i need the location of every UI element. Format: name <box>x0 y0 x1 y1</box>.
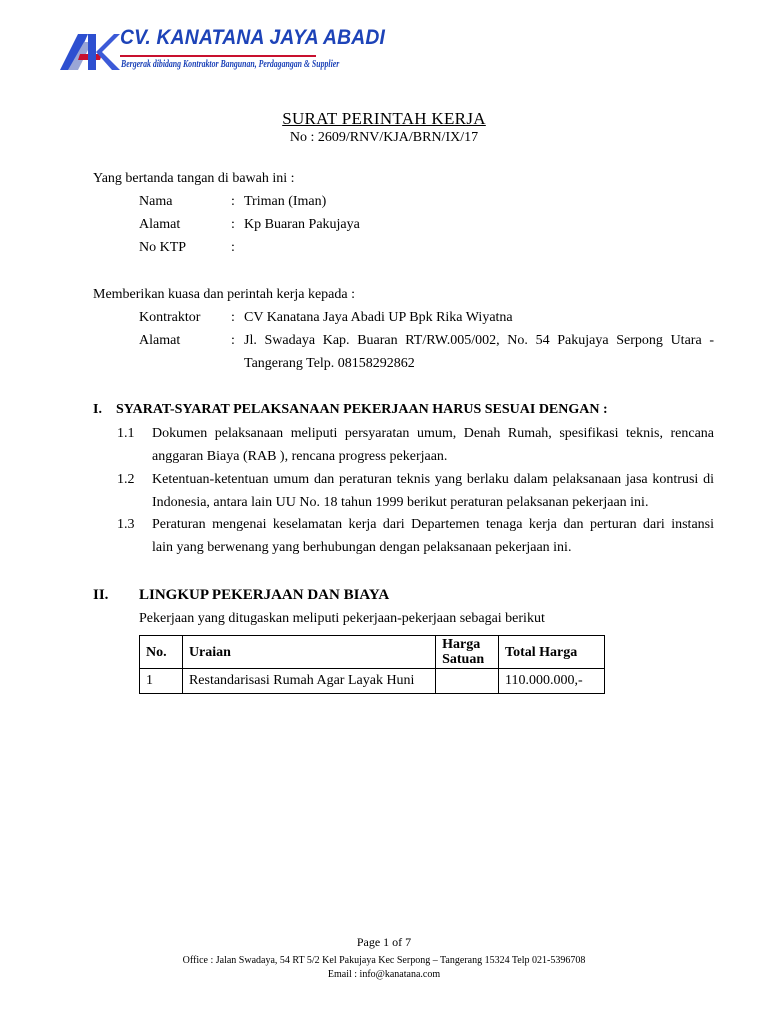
clause-number: 1.3 <box>117 517 135 532</box>
clause-text-line: Dokumen pelaksanaan meliputi persyaratan umum, Denah Rumah, spesifikasi teknis, rencana <box>152 426 714 441</box>
clause-number: 1.1 <box>117 426 135 441</box>
document-number: No : 2609/RNV/KJA/BRN/IX/17 <box>289 130 479 145</box>
clause-text-line: Ketentuan-ketentuan umum dan peraturan teknis yang berlaku dalam pelaksanaan jasa kontrusi di <box>152 472 714 487</box>
kja-logo-icon <box>58 30 120 72</box>
field-colon: : <box>231 333 235 348</box>
signatory-intro: Yang bertanda tangan di bawah ini : <box>93 171 295 186</box>
table-header-satuan-line: Satuan <box>442 652 485 667</box>
field-colon: : <box>231 240 235 255</box>
section2-intro: Pekerjaan yang ditugaskan meliputi pekerjaan-pekerjaan sebagai berikut <box>139 611 545 626</box>
field-colon: : <box>231 194 235 209</box>
company-logo <box>58 30 120 72</box>
section2-numeral: II. <box>93 587 109 603</box>
table-cell-no: 1 <box>140 669 183 694</box>
table-header-harga-line: Harga <box>442 637 481 652</box>
table-row <box>140 669 605 694</box>
document-title: SURAT PERINTAH KERJA <box>282 109 486 128</box>
authorization-intro: Memberikan kuasa dan perintah kerja kepada : <box>93 287 356 302</box>
contractor-address-label: Alamat <box>139 333 181 348</box>
table-header-uraian: Uraian <box>182 636 435 669</box>
table-cell-total-harga: 110.000.000,- <box>499 669 605 694</box>
contractor-address-line2: Tangerang Telp. 08158292862 <box>244 356 415 371</box>
page-number: Page 1 of 7 <box>356 935 412 949</box>
letterhead-rule <box>120 55 316 57</box>
clause-text-line: lain yang berwenang yang berhubungan dengan pelaksanaan pekerjaan ini. <box>152 540 572 555</box>
field-label-nama: Nama <box>139 194 173 209</box>
cost-table <box>139 635 605 694</box>
field-value-alamat: Kp Buaran Pakujaya <box>244 217 360 232</box>
field-value-nama: Triman (Iman) <box>244 194 327 209</box>
section2-heading: LINGKUP PEKERJAAN DAN BIAYA <box>139 587 390 603</box>
field-label-ktp: No KTP <box>139 240 187 255</box>
contractor-label: Kontraktor <box>139 310 201 325</box>
footer-email: Email : info@kanatana.com <box>327 969 441 980</box>
table-header-harga-satuan <box>436 636 499 669</box>
clause-text-line: Indonesia, antara lain UU No. 18 tahun 1999 berikut peraturan pelaksanan pekerjaan ini. <box>152 495 649 510</box>
section1-numeral: I. <box>93 402 102 417</box>
clause-number: 1.2 <box>117 472 135 487</box>
table-cell-harga-satuan <box>436 669 499 694</box>
footer-office-address: Office : Jalan Swadaya, 54 RT 5/2 Kel Pakujaya Kec Serpong – Tangerang 15324 Telp 021-5396708 <box>182 955 586 966</box>
clause-text-line: Peraturan mengenai keselamatan kerja dari Departemen tenaga kerja dan perturan dari instansi <box>152 517 714 532</box>
company-name: CV. KANATANA JAYA ABADI <box>120 26 386 49</box>
table-header-row <box>140 636 605 669</box>
field-colon: : <box>231 310 235 325</box>
contractor-value: CV Kanatana Jaya Abadi UP Bpk Rika Wiyatna <box>244 310 513 325</box>
company-tagline: Bergerak dibidang Kontraktor Bangunan, Perdagangan & Supplier <box>121 59 340 70</box>
field-label-alamat: Alamat <box>139 217 181 232</box>
section1-heading: SYARAT-SYARAT PELAKSANAAN PEKERJAAN HARUS SESUAI DENGAN : <box>116 402 608 417</box>
table-cell-uraian: Restandarisasi Rumah Agar Layak Huni <box>182 669 435 694</box>
clause-text-line: anggaran Biaya (RAB ), rencana progress pekerjaan. <box>152 449 448 464</box>
table-header-total-harga: Total Harga <box>499 636 605 669</box>
contractor-address-line1: Jl. Swadaya Kap. Buaran RT/RW.005/002, No. 54 Pakujaya Serpong Utara - <box>244 333 714 348</box>
field-colon: : <box>231 217 235 232</box>
table-header-no: No. <box>140 636 183 669</box>
